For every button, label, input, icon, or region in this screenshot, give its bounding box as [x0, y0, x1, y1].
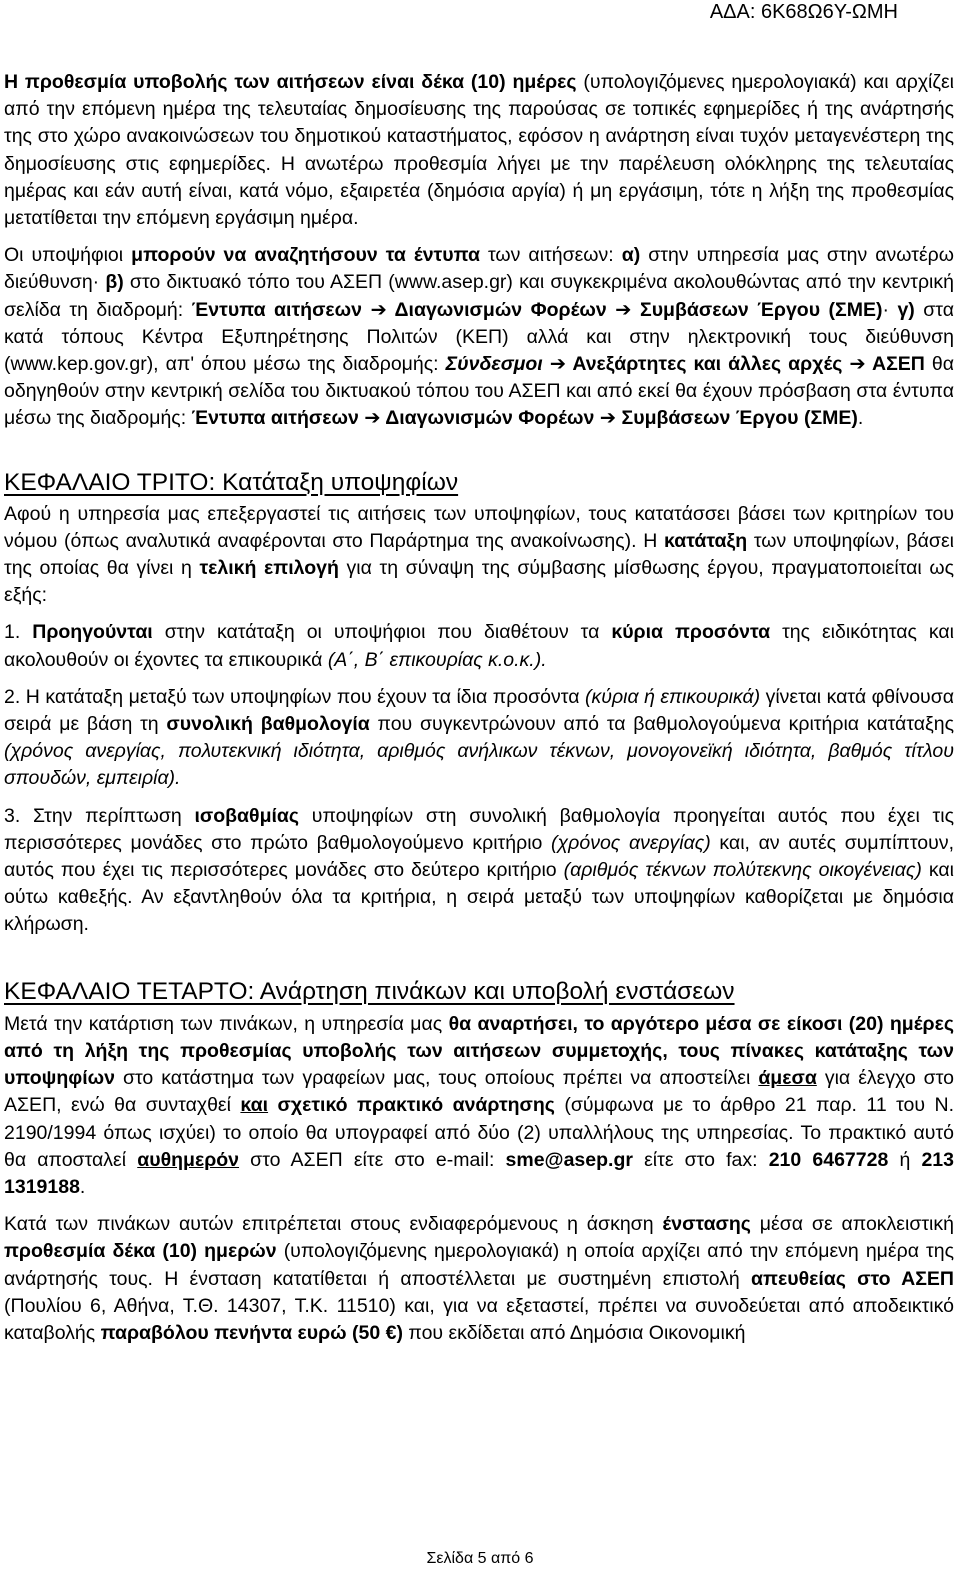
- text-run: είτε στο fax:: [632, 1148, 769, 1171]
- text-run: ➔ Ανεξάρτητες και άλλες αρχές ➔ ΑΣΕΠ: [542, 353, 925, 376]
- paragraph-deadline: [4, 69, 954, 232]
- text-run: (αριθμός τέκνων πολύτεκνης οικογένειας): [563, 859, 922, 882]
- text-run: μπορούν να αναζητήσουν τα έντυπα: [131, 244, 480, 267]
- paragraph-forms: [4, 242, 954, 432]
- text-run: για έλεγχο στο ΑΣΕΠ, ενώ θα συνταχθεί: [4, 1067, 954, 1117]
- text-run: sme@asep.gr: [505, 1148, 633, 1171]
- text-run: (υπολογιζόμενης ημερολογιακά) η οποία αρχίζει από την επόμενη ημέρα της ανάρτησής τους. Η ένσταση κατατίθεται ή αποστέλλεται με συστημένη επιστολή: [4, 1240, 954, 1290]
- text-run: αυθημερόν: [137, 1148, 240, 1171]
- page-number: Σελίδα 5 από 6: [426, 1550, 534, 1567]
- document-id: ΑΔΑ: 6Κ68Ω6Υ-ΩΜΗ: [709, 1, 898, 23]
- text-run: σχετικό πρακτικό ανάρτησης: [268, 1094, 555, 1117]
- paragraph-ranking-intro: [4, 501, 954, 610]
- text-run: απευθείας στο ΑΣΕΠ: [751, 1267, 954, 1290]
- text-run: γίνεται κατά φθίνουσα σειρά με βάση τη: [4, 685, 955, 736]
- paragraph-ranking-1: [4, 619, 954, 673]
- text-run: που εκδίδεται από Δημόσια Οικονομική: [402, 1321, 746, 1344]
- text-run: και, αν αυτές συμπίπτουν, αυτός που έχει τις περισσότερες μονάδες στο δεύτερο κριτήριο: [4, 831, 954, 882]
- text-run: Αφού η υπηρεσία μας επεξεργαστεί τις αιτήσεις των υποψηφίων, τους κατατάσσει βάσει των κριτηρίων του νόμου (όπως αναλυτικά αναφέρονται στο Παράρτημα της ανακοίνωσης). Η: [4, 502, 954, 552]
- text-run: Σύνδεσμοι: [445, 353, 543, 376]
- text-run: των αιτήσεων:: [479, 244, 622, 267]
- text-run: Μετά την κατάρτιση των πινάκων, η υπηρεσία μας: [4, 1012, 449, 1035]
- text-run: .: [857, 407, 864, 430]
- text-run: 210 6467728: [768, 1148, 889, 1171]
- text-run: Προηγούνται: [32, 621, 153, 644]
- chapter-three-heading: ΚΕΦΑΛΑΙΟ ΤΡΙΤΟ: Κατάταξη υποψηφίων: [4, 468, 459, 496]
- text-run: γ): [897, 298, 915, 321]
- text-run: Έντυπα αιτήσεων ➔ Διαγωνισμών Φορέων ➔ Συμβάσεων Έργου (ΣΜΕ): [191, 407, 858, 430]
- text-run: της ειδικότητας και ακολουθούν οι έχοντες τα επικουρικά: [4, 621, 954, 671]
- text-run: α): [621, 244, 641, 267]
- text-run: στο δικτυακό τόπο του ΑΣΕΠ (www.asep.gr) και συγκεκριμένα ακολουθώντας από την κεντρική σελίδα τη διαδρομή:: [4, 271, 954, 321]
- text-run: στο κατάστημα των γραφείων μας, τους οποίους πρέπει να αποστείλει: [114, 1067, 759, 1090]
- document-body: [4, 69, 954, 1347]
- text-run: β): [105, 271, 124, 294]
- text-run: 1.: [4, 621, 33, 644]
- text-run: για τη σύναψη της σύμβασης μίσθωσης έργου, πραγματοποιείται ως εξής:: [4, 557, 954, 607]
- paragraph-ranking-3: [4, 803, 954, 939]
- text-run: 3. Στην περίπτωση: [4, 804, 195, 827]
- text-run: άμεσα: [758, 1067, 817, 1090]
- text-run: ισοβαθμίας: [194, 804, 300, 827]
- text-run: στα κατά τόπους Κέντρα Εξυπηρέτησης Πολιτών (ΚΕΠ) αλλά και στην ηλεκτρονική τους διεύθυνση (www.kep.gov.gr), απ' όπου μέσω της διαδρομής:: [4, 298, 954, 376]
- text-run: των υποψηφίων, βάσει της οποίας θα γίνει η: [4, 529, 954, 580]
- text-run: υποψηφίων στη συνολική βαθμολογία προηγείται αυτός που έχει τις περισσότερες μονάδες στο πρώτο βαθμολογούμενο κριτήριο: [4, 804, 954, 854]
- text-run: μέσα σε αποκλειστική: [750, 1213, 954, 1236]
- text-run: κύρια προσόντα: [611, 621, 771, 644]
- text-run: Κατά των πινάκων αυτών επιτρέπεται στους ενδιαφερόμενους η άσκηση: [4, 1213, 663, 1236]
- text-run: ή: [888, 1148, 922, 1171]
- text-run: προθεσμία δέκα (10) ημερών: [4, 1240, 277, 1263]
- text-run: ·: [882, 298, 898, 321]
- text-run: τελική επιλογή: [199, 557, 339, 580]
- paragraph-objections: [4, 1211, 954, 1347]
- text-run: συνολική βαθμολογία: [166, 713, 370, 736]
- text-run: (υπολογιζόμενες ημερολογιακά) και αρχίζει από την επόμενη ημέρα της τελευταίας δημοσίευσης της παρούσας σε τοπικές εφημερίδες ή της ανάρτησής της στο χώρο ανακοινώσεων του δημοτικού καταστήματος, εφόσον η ανάρτηση είναι τυχόν μεταγενέστερη της δημοσίευσης στις εφημερίδες. Η ανωτέρω προθεσμία λήγει με την παρέλευση ολόκληρης της τελευταίας ημέρας και εάν αυτή είναι, κατά νόμο, εξαιρετέα (δημόσια αργία) ή μη εργάσιμη, τότε η λήξη της προθεσμίας μετατίθεται την επόμενη εργάσιμη ημέρα.: [4, 71, 955, 230]
- text-run: Έντυπα αιτήσεων ➔ Διαγωνισμών Φορέων ➔ Συμβάσεων Έργου (ΣΜΕ): [191, 298, 883, 321]
- chapter-four-heading: ΚΕΦΑΛΑΙΟ ΤΕΤΑΡΤΟ: Ανάρτηση πινάκων και υποβολή ενστάσεων: [4, 977, 735, 1005]
- text-run: θα οδηγηθούν στην κεντρική σελίδα του δικτυακού τόπου του ΑΣΕΠ και από εκεί θα έχουν πρόσβαση στα έντυπα μέσω της διαδρομής:: [4, 353, 954, 430]
- text-run: και ούτω καθεξής. Αν εξαντληθούν όλα τα κριτήρια, η σειρά μεταξύ των υποψηφίων καθορίζεται με δημόσια κλήρωση.: [4, 859, 954, 936]
- text-run: Οι υποψήφιοι: [4, 244, 132, 267]
- paragraph-ranking-2: [4, 684, 954, 793]
- text-run: (Α΄, Β΄ επικουρίας κ.ο.κ.).: [327, 648, 547, 671]
- text-run: (Πουλίου 6, Αθήνα, Τ.Θ. 14307, Τ.Κ. 11510) και, για να εξεταστεί, πρέπει να συνοδεύεται από αποδεικτικό καταβολής: [4, 1294, 954, 1344]
- text-run: (χρόνος ανεργίας, πολυτεκνική ιδιότητα, αριθμός ανήλικων τέκνων, μονογονεϊκή ιδιότητα, βαθμός τίτλου σπουδών, εμπειρία).: [4, 740, 954, 790]
- text-run: .: [79, 1175, 86, 1198]
- text-run: στην κατάταξη οι υποψήφιοι που διαθέτουν τα: [152, 621, 612, 644]
- text-run: (κύρια ή επικουρικά): [584, 685, 761, 708]
- text-run: που συγκεντρώνουν από τα βαθμολογούμενα κριτήρια κατάταξης: [369, 713, 955, 736]
- text-run: (σύμφωνα με το άρθρο 21 παρ. 11 του Ν. 2190/1994 όπως ισχύει) το οποίο θα υπογραφεί από δύο (2) υπαλλήλους της υπηρεσίας. Το πρακτικό αυτό θα αποσταλεί: [4, 1094, 955, 1171]
- text-run: στην υπηρεσία μας στην ανωτέρω διεύθυνση·: [4, 244, 954, 294]
- text-run: Η προθεσμία υποβολής των αιτήσεων είναι δέκα (10) ημέρες: [4, 71, 577, 93]
- text-run: 213 1319188: [4, 1148, 954, 1198]
- text-run: κατάταξη: [664, 529, 748, 552]
- text-run: 2. Η κατάταξη μεταξύ των υποψηφίων που έχουν τα ίδια προσόντα: [4, 685, 585, 708]
- text-run: (χρόνος ανεργίας): [551, 831, 711, 854]
- text-run: θα αναρτήσει, το αργότερο μέσα σε είκοσι (20) ημέρες από τη λήξη της προθεσμίας υποβολής των αιτήσεων συμμετοχής, τους πίνακες κατάταξης των υποψηφίων: [4, 1012, 954, 1090]
- text-run: ένστασης: [662, 1213, 751, 1236]
- paragraph-tables-posting: [4, 1011, 954, 1201]
- text-run: παραβόλου πενήντα ευρώ (50 €): [100, 1321, 403, 1344]
- text-run: στο ΑΣΕΠ είτε στο e-mail:: [239, 1148, 506, 1171]
- text-run: και: [240, 1094, 269, 1117]
